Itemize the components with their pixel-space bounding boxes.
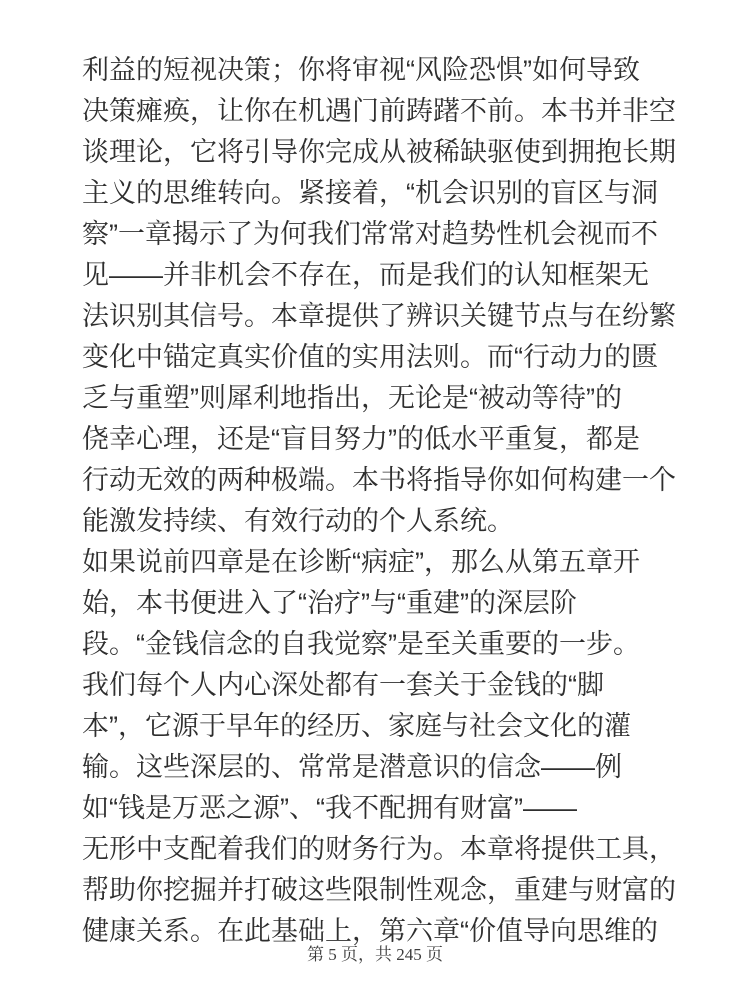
text-line: 帮助你挖掘并打破这些限制性观念，重建与财富的 — [82, 875, 676, 905]
text-line: 无形中支配着我们的财务行为。本章将提供工具， — [82, 834, 676, 864]
text-line: 决策瘫痪，让你在机遇门前踌躇不前。本书并非空 — [82, 96, 676, 126]
text-line: 如“钱是万恶之源”、“我不配拥有财富”—— — [82, 793, 577, 823]
text-line: 健康关系。在此基础上，第六章“价值导向思维的 — [82, 916, 658, 946]
text-line: 如果说前四章是在诊断“病症”，那么从第五章开 — [82, 547, 640, 577]
text-line: 乏与重塑”则犀利地指出，无论是“被动等待”的 — [82, 383, 622, 413]
text-line: 变化中锚定真实价值的实用法则。而“行动力的匮 — [82, 342, 658, 372]
text-line: 我们每个人内心深处都有一套关于金钱的“脚 — [82, 670, 604, 700]
text-line: 利益的短视决策；你将审视“风险恐惧”如何导致 — [82, 55, 640, 85]
paragraph — [82, 542, 678, 952]
text-line: 始，本书便进入了“治疗”与“重建”的深层阶 — [82, 588, 577, 618]
text-line: 能激发持续、有效行动的个人系统。 — [82, 506, 514, 536]
page-number-indicator: 第 5 页，共 245 页 — [307, 945, 443, 964]
paragraph — [82, 50, 678, 542]
text-line: 本”，它源于早年的经历、家庭与社会文化的灌 — [82, 711, 631, 741]
page-body — [82, 50, 678, 952]
text-line: 侥幸心理，还是“盲目努力”的低水平重复，都是 — [82, 424, 640, 454]
text-line: 法识别其信号。本章提供了辨识关键节点与在纷繁 — [82, 301, 676, 331]
text-line: 见——并非机会不存在，而是我们的认知框架无 — [82, 260, 649, 290]
text-line: 察”一章揭示了为何我们常常对趋势性机会视而不 — [82, 219, 658, 249]
text-line: 主义的思维转向。紧接着，“机会识别的盲区与洞 — [82, 178, 658, 208]
text-line: 输。这些深层的、常常是潜意识的信念——例 — [82, 752, 622, 782]
text-line: 谈理论，它将引导你完成从被稀缺驱使到拥抱长期 — [82, 137, 676, 167]
text-line: 段。“金钱信念的自我觉察”是至关重要的一步。 — [82, 629, 640, 659]
page-footer — [0, 943, 750, 967]
text-line: 行动无效的两种极端。本书将指导你如何构建一个 — [82, 465, 676, 495]
